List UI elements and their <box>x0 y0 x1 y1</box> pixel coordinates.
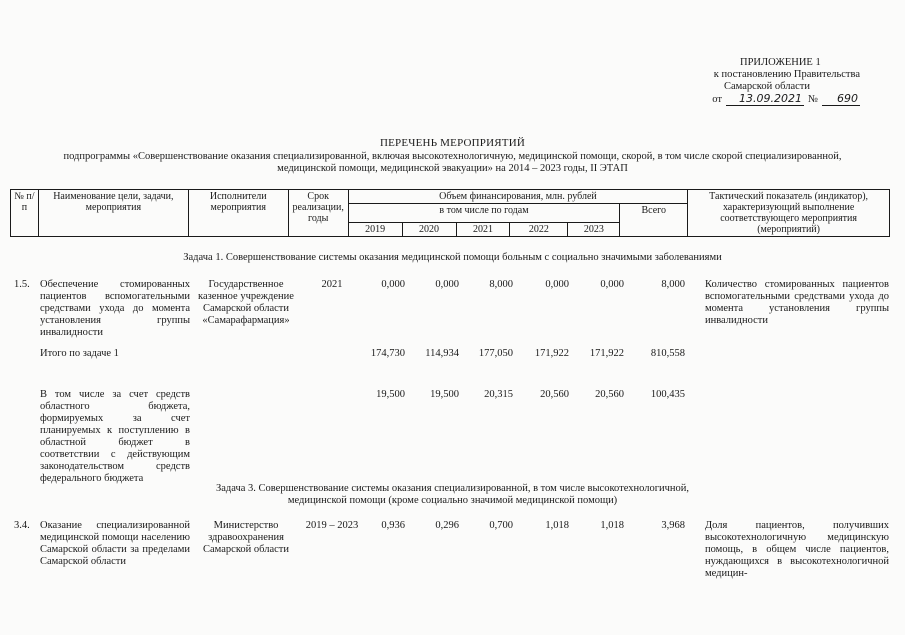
value-2019: 0,000 <box>381 279 405 290</box>
year-header: 2019 <box>348 223 402 237</box>
value-total: 8,000 <box>661 279 685 290</box>
handwritten-number: 690 <box>822 93 860 106</box>
subtotal-2020: 114,934 <box>425 348 459 359</box>
year-header: 2023 <box>568 223 620 237</box>
regional-total: 100,435 <box>650 389 685 400</box>
value-2020: 0,296 <box>435 520 459 531</box>
year-header: 2020 <box>402 223 456 237</box>
handwritten-date: 13.09.2021 <box>726 93 804 106</box>
item-executor: Государственное казенное учреждение Самарской области «Самарафармация» <box>198 279 294 326</box>
regional-label: В том числе за счет средств областного бюджета, формируемых за счет планируемых к поступлению в областной бюджет в соответствии с действующим законодательством средств федерального бюджета <box>40 389 190 484</box>
col-indicator-header: Тактический показатель (индикатор), характеризующий выполнение соответствующего мероприятия (мероприятий) <box>688 190 890 237</box>
item-executor: Министерство здравоохранения Самарской области <box>203 520 289 555</box>
value-2022: 0,000 <box>545 279 569 290</box>
appendix-line3: Самарской области <box>724 81 810 92</box>
col-executor-header: Исполнители мероприятия <box>188 190 288 237</box>
appendix-line2: к постановлению Правительства <box>713 69 860 80</box>
subtotal-label: Итого по задаче 1 <box>40 348 119 359</box>
value-2019: 0,936 <box>381 520 405 531</box>
item-term: 2021 <box>321 279 343 290</box>
col-name-header: Наименование цели, задачи, мероприятия <box>38 190 188 237</box>
appendix-signature-line <box>705 93 860 106</box>
regional-2022: 20,560 <box>540 389 569 400</box>
subtitle-line1: подпрограммы «Совершенствование оказания специализированной, включая высокотехнологичную, медицинской помощи, скорой, в том числе скорой специализированной, <box>63 151 842 162</box>
year-header: 2021 <box>456 223 510 237</box>
value-2021: 8,000 <box>489 279 513 290</box>
value-2022: 1,018 <box>545 520 569 531</box>
subtotal-2019: 174,730 <box>370 348 405 359</box>
item-term: 2019 – 2023 <box>305 520 359 531</box>
appendix-title: ПРИЛОЖЕНИЕ 1 <box>740 57 821 68</box>
date-prefix: от <box>712 94 722 105</box>
item-name: Обеспечение стомированных пациентов вспомогательными средствами ухода до момента установления группы инвалидности <box>40 279 190 338</box>
regional-2019: 19,500 <box>376 389 405 400</box>
subtotal-2021: 177,050 <box>478 348 513 359</box>
subtotal-total: 810,558 <box>650 348 685 359</box>
task1-title: Задача 1. Совершенствование системы оказания медицинской помощи больным с социально значимыми заболеваниями <box>183 252 722 263</box>
col-by-years-header: в том числе по годам <box>348 204 620 223</box>
appendix-block <box>705 57 860 106</box>
item-indicator: Доля пациентов, получивших высокотехнологичную медицинскую помощь, в общем числе пациентов, нуждающихся в высокотехнологичной медицин- <box>705 520 889 579</box>
col-total-header: Всего <box>620 204 688 237</box>
subtitle-line2: медицинской помощи, медицинской эвакуации» на 2014 – 2023 годы, II ЭТАП <box>277 163 628 174</box>
year-header: 2022 <box>510 223 568 237</box>
regional-2021: 20,315 <box>484 389 513 400</box>
regional-2023: 20,560 <box>595 389 624 400</box>
value-2021: 0,700 <box>489 520 513 531</box>
task3-title-line2: медицинской помощи (кроме социально значимой медицинской помощи) <box>287 495 618 506</box>
number-prefix: № <box>807 94 818 105</box>
value-2020: 0,000 <box>435 279 459 290</box>
subtotal-2022: 171,922 <box>534 348 569 359</box>
regional-2020: 19,500 <box>430 389 459 400</box>
value-total: 3,968 <box>661 520 685 531</box>
item-number: 3.4. <box>14 520 30 531</box>
item-indicator: Количество стомированных пациентов вспомогательными средствами ухода до момента установления группы инвалидности <box>705 279 889 326</box>
task3-title-line1: Задача 3. Совершенствование системы оказания специализированной, в том числе высокотехнологичной, <box>215 483 690 494</box>
item-name: Оказание специализированной медицинской помощи населению Самарской области за пределами Самарской области <box>40 520 190 567</box>
col-term-header: Срок реализации, годы <box>288 190 348 237</box>
table-header <box>10 189 890 237</box>
col-num-header: № п/п <box>11 190 39 237</box>
col-funding-header: Объем финансирования, млн. рублей <box>348 190 688 204</box>
item-number: 1.5. <box>14 279 30 290</box>
value-2023: 1,018 <box>600 520 624 531</box>
document-title: ПЕРЕЧЕНЬ МЕРОПРИЯТИЙ <box>379 137 526 149</box>
subtotal-2023: 171,922 <box>589 348 624 359</box>
value-2023: 0,000 <box>600 279 624 290</box>
